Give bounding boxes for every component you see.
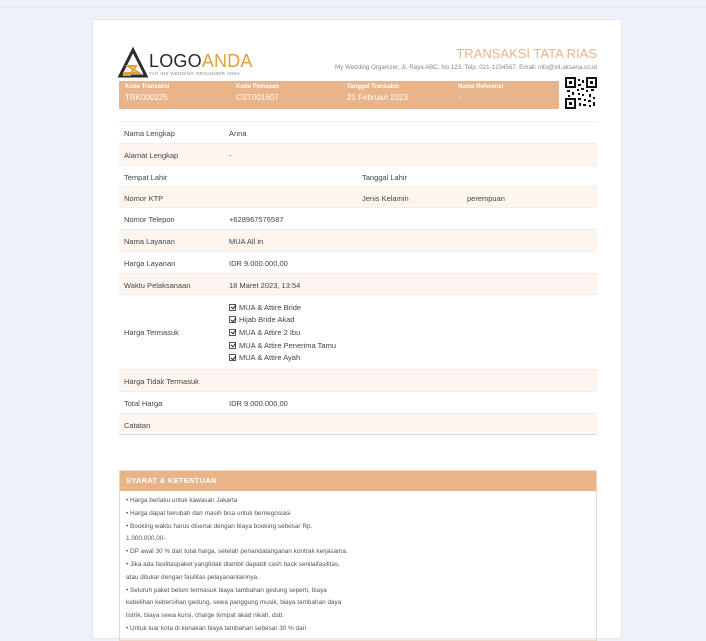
include-item: MUA & Attire Penerima Tamu [229, 339, 336, 352]
transaction-details-table [119, 121, 597, 435]
terms-section [119, 470, 597, 641]
terms-body [120, 491, 596, 640]
row-address: Alamat Lengkap - [119, 143, 597, 165]
logo-mark-icon [119, 48, 147, 78]
row-service-price: Harga Layanan IDR 9.000.000,00 [119, 251, 597, 273]
logo-tagline: TAG INE WEDDING ORGANIZER ANDA [149, 71, 241, 76]
include-item: MUA & Attire Ayah [229, 351, 336, 364]
info-transaction-date: Tanggal Transaksi 21 Februari 2023 [347, 84, 408, 102]
terms-line: • Booking waktu harus disertai dengan biaya booking sebesar Rp. [126, 522, 313, 530]
terms-line: • Harga berlaku untuk kawasan Jakarta [126, 497, 238, 504]
logo-wordmark: LOGOANDA [149, 51, 253, 71]
terms-line: listrik, biaya sewa kursi, charge tempat akad nikah, dsb. [126, 612, 285, 620]
info-reference-name: Nama Referensi - [458, 84, 504, 102]
row-phone: Nomor Telepon +628967576587 [119, 207, 597, 229]
row-birth: Tempat Lahir Tanggal Lahir [119, 165, 597, 186]
checkbox-checked-icon [229, 329, 236, 336]
row-service-name: Nama Layanan MUA All in [119, 229, 597, 251]
checkbox-checked-icon [229, 342, 236, 349]
terms-line: • Jika ada fasilitaspaket yangtidak diambil dapatdi cash back senilaifasilitas, [126, 560, 340, 568]
include-item: MUA & Attire Bride [229, 301, 336, 314]
checkbox-checked-icon [229, 304, 236, 311]
row-id-gender: Nomor KTP Jenis Kelamin perempuan [119, 186, 597, 207]
company-logo [119, 46, 259, 80]
row-price-excludes: Harga Tidak Termasuk [119, 369, 597, 391]
top-divider [0, 6, 706, 7]
terms-line: • Seluruh paket belum termasuk biaya tambahan gedung seperti, biaya [126, 586, 327, 594]
row-total-price: Total Harga IDR 9.000.000,00 [119, 391, 597, 413]
terms-heading: SYARAT & KETENTUAN [120, 471, 596, 491]
terms-line: 1.000.000,00- [126, 535, 166, 543]
terms-line: • DP awal 30 % dari total harga, setelah penandatanganan kontrak kerjasama. [126, 548, 348, 556]
qr-code-icon [565, 77, 597, 109]
checkbox-checked-icon [229, 354, 236, 361]
terms-line: atau ditukar dengan fasilitas pelayananlainnya. [126, 573, 259, 581]
info-transaction-code: Kode Transaksi TRK000225 [125, 84, 170, 102]
transaction-info-bar [119, 81, 559, 109]
include-item: MUA & Attire 2 Ibu [229, 326, 336, 339]
company-contact: My Wedding Organizer, Jl. Raya ABC, No.123, Telp. 021-1234567, Email: info@xit.aksana.co.id [335, 64, 597, 71]
info-customer-code: Kode Pemesan CST001607 [236, 84, 280, 102]
includes-checklist [229, 301, 336, 364]
document-header [119, 42, 597, 82]
checkbox-checked-icon [229, 316, 236, 323]
document-title: TRANSAKSI TATA RIAS [456, 46, 597, 61]
terms-line: • Untuk luar kota di kenakan biaya tambahan sebesar 30 % dari [126, 624, 307, 632]
transaction-document [92, 19, 622, 639]
row-price-includes: Harga Termasuk MUA & Attire Bride Hijab Bride Akad MUA & Attire 2 Ibu MUA & Attire Penerima Tamu MUA & Attire Ayah [119, 294, 597, 369]
row-notes: Catatan [119, 413, 597, 435]
terms-line: kebelihan kebersihan gedung, sewa panggung musik, biaya tambahan daya [126, 599, 342, 607]
row-full-name: Nama Lengkap Anna [119, 121, 597, 143]
include-item: Hijab Bride Akad [229, 314, 336, 327]
row-event-time: Waktu Pelaksanaan 18 Maret 2023, 13:54 [119, 273, 597, 294]
terms-line: • Harga dapat berubah dan masih bisa untuk bernegosiasi [126, 509, 291, 517]
